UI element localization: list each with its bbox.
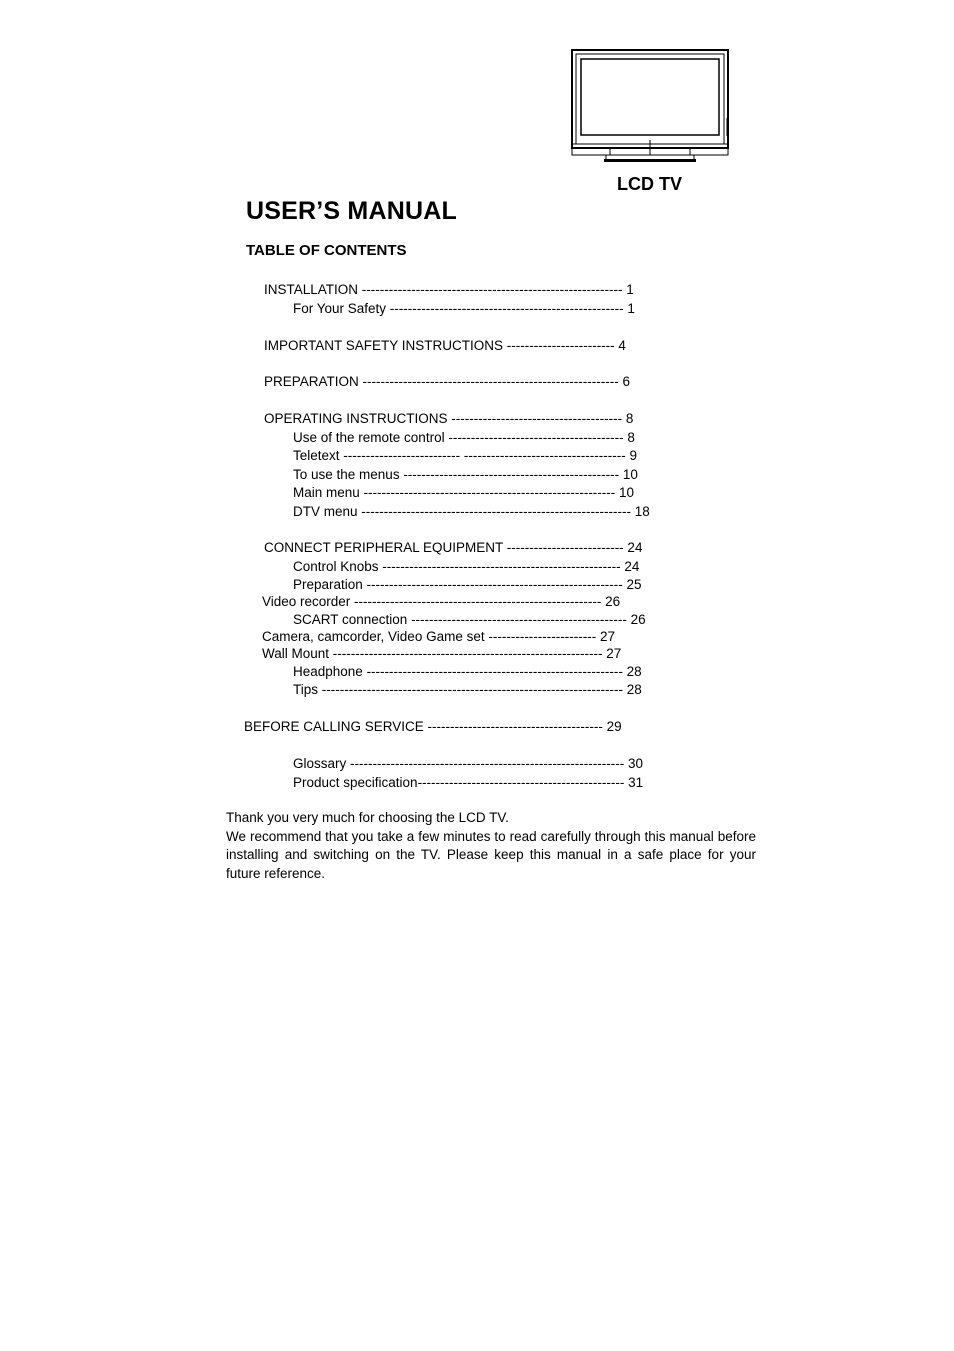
toc-entry-preparation[interactable]: PREPARATION --------------------------------------------------------- 6 (264, 374, 631, 389)
toc-entry-remote-control[interactable]: Use of the remote control --------------------------------------- 8 (293, 430, 635, 445)
tv-caption: LCD TV (617, 174, 682, 194)
toc-entry-operating-instructions[interactable]: OPERATING INSTRUCTIONS -------------------------------------- 8 (264, 411, 634, 426)
toc-entry-before-calling-service[interactable]: BEFORE CALLING SERVICE --------------------------------------- 29 (244, 719, 622, 734)
intro-thanks: Thank you very much for choosing the LCD TV. (226, 810, 509, 825)
intro-paragraph: We recommend that you take a few minutes to read carefully through this manual before installing and switching on the TV. Please keep this manual in a safe place for your future reference. (226, 828, 756, 881)
toc-entry-glossary[interactable]: Glossary ------------------------------------------------------------- 30 (293, 756, 644, 771)
toc-entry-video-recorder[interactable]: Video recorder ------------------------------------------------------- 26 (262, 594, 621, 609)
toc-entry-scart[interactable]: SCART connection ------------------------------------------------ 26 (293, 612, 646, 627)
toc-entry-important-safety[interactable]: IMPORTANT SAFETY INSTRUCTIONS ------------------------ 4 (264, 338, 626, 353)
toc-entry-headphone[interactable]: Headphone --------------------------------------------------------- 28 (293, 664, 642, 679)
toc-entry-dtv-menu[interactable]: DTV menu ------------------------------------------------------------ 18 (293, 504, 650, 519)
toc-entry-camera[interactable]: Camera, camcorder, Video Game set ------------------------ 27 (262, 629, 616, 644)
intro-text (226, 809, 756, 883)
toc-entry-menus[interactable]: To use the menus ------------------------------------------------ 10 (293, 467, 638, 482)
toc-entry-control-knobs[interactable]: Control Knobs ----------------------------------------------------- 24 (293, 559, 640, 574)
toc-entry-for-your-safety[interactable]: For Your Safety ---------------------------------------------------- 1 (293, 301, 635, 316)
toc-entry-connect-peripheral[interactable]: CONNECT PERIPHERAL EQUIPMENT -------------------------- 24 (264, 540, 643, 555)
toc-entry-wall-mount[interactable]: Wall Mount ------------------------------------------------------------ 27 (262, 646, 622, 661)
toc-entry-tips[interactable]: Tips ------------------------------------------------------------------- 28 (293, 682, 642, 697)
toc-heading: TABLE OF CONTENTS (246, 242, 407, 259)
toc-entry-main-menu[interactable]: Main menu -------------------------------------------------------- 10 (293, 485, 635, 500)
toc-entry-product-specification[interactable]: Product specification---------------------------------------------- 31 (293, 775, 644, 790)
toc-entry-preparation-sub[interactable]: Preparation --------------------------------------------------------- 25 (293, 577, 642, 592)
toc-entry-installation[interactable]: INSTALLATION ---------------------------------------------------------- 1 (264, 282, 634, 297)
lcd-tv-illustration (570, 48, 730, 166)
page-title: USER’S MANUAL (246, 197, 457, 225)
toc-entry-teletext[interactable]: Teletext -------------------------- ------------------------------------ 9 (293, 448, 638, 463)
